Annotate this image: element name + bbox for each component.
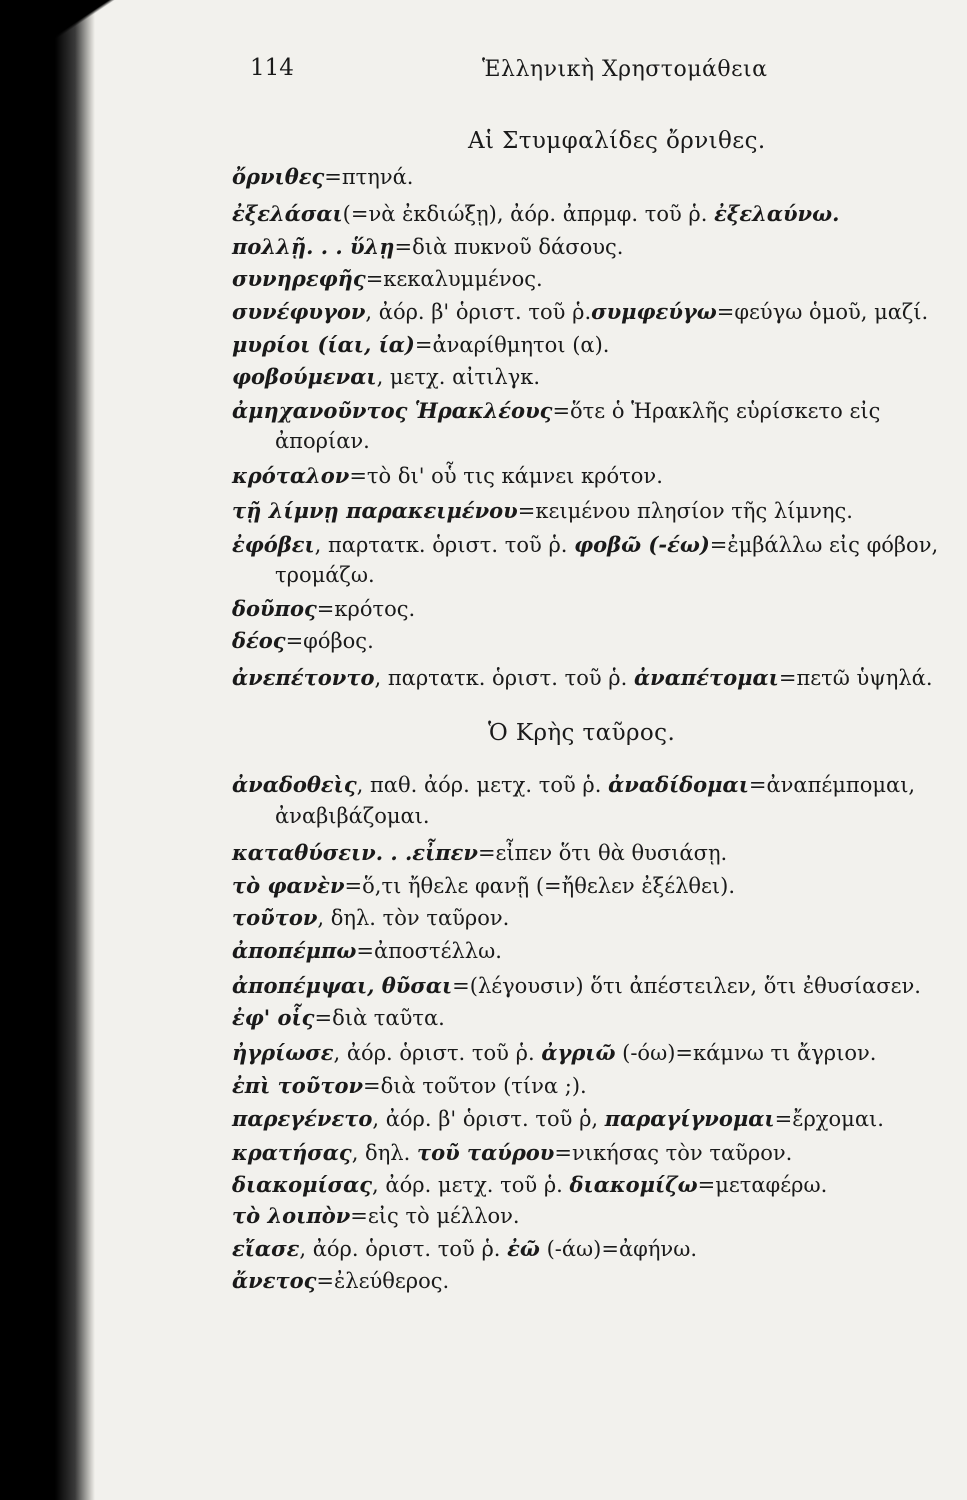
gloss-line: [232, 772, 967, 798]
section-title-cretan-bull: Ὁ Κρὴς ταῦρος.: [488, 720, 676, 746]
gloss-definition: , παθ. ἀόρ. μετχ. τοῦ ῥ.: [356, 773, 609, 797]
gloss-definition: =φόβος.: [285, 629, 374, 653]
gloss-line: [232, 628, 967, 654]
gloss-line: [232, 398, 967, 424]
gloss-term: ἐξελάσαι: [232, 201, 343, 226]
page-number: 114: [250, 55, 294, 81]
gloss-term: εἴασε: [232, 1236, 300, 1261]
gloss-definition: =διὰ πυκνοῦ δάσους.: [394, 235, 624, 259]
gloss-term: ἐφόβει: [232, 532, 315, 557]
gloss-line: [232, 164, 967, 190]
gloss-definition: =κεκαλυμμένος.: [365, 267, 543, 291]
gloss-continuation: τρομάζω.: [275, 563, 375, 587]
gloss-term: ἀποπέμψαι, θῦσαι: [232, 973, 453, 998]
gloss-definition: =πτηνά.: [324, 165, 414, 189]
gloss-line: [232, 1106, 967, 1132]
gloss-line: [232, 1073, 967, 1099]
scan-page-edge: [0, 0, 95, 1500]
gloss-term: δοῦπος: [232, 596, 317, 621]
gloss-definition: , δηλ. τὸν ταῦρον.: [317, 906, 510, 930]
gloss-line: [232, 299, 967, 325]
gloss-line: [232, 596, 967, 622]
gloss-line: [232, 201, 967, 227]
gloss-definition-secondary: (-όω)=κάμνω τι ἄγριον.: [615, 1041, 877, 1065]
gloss-term: τὸ λοιπὸν: [232, 1203, 351, 1228]
gloss-line: [232, 973, 967, 999]
gloss-term: ἀποπέμπω: [232, 938, 357, 963]
gloss-definition: =διὰ τοῦτον (τίνα ;).: [363, 1074, 587, 1098]
gloss-definition: =τὸ δι' οὗ τις κάμνει κρότον.: [349, 464, 663, 488]
gloss-definition: =εἰς τὸ μέλλον.: [350, 1204, 520, 1228]
gloss-definition: , ἀόρ. μετχ. τοῦ ῥ.: [372, 1173, 570, 1197]
gloss-definition: , μετχ. αἰτιλγκ.: [376, 365, 541, 389]
scan-corner-shadow: [55, 0, 115, 40]
gloss-term-secondary: τοῦ ταύρου: [416, 1140, 555, 1165]
gloss-term: ὄρνιθες: [232, 164, 325, 189]
gloss-definition-secondary: =ἔρχομαι.: [774, 1107, 884, 1131]
gloss-term-secondary: παραγίγνομαι: [604, 1106, 775, 1131]
running-title: Ἑλληνικὴ Χρηστομάθεια: [482, 57, 768, 82]
gloss-line: [232, 1268, 967, 1294]
gloss-definition-secondary: =φεύγω ὁμοῦ, μαζί.: [716, 300, 929, 324]
gloss-line: [232, 364, 967, 390]
gloss-term: παρεγένετο: [232, 1106, 373, 1131]
gloss-line: [232, 532, 967, 558]
gloss-definition: (=νὰ ἐκδιώξῃ), ἀόρ. ἀπρμφ. τοῦ ῥ.: [342, 202, 715, 226]
gloss-line: [232, 873, 967, 899]
gloss-term: καταθύσειν. . .εἶπεν: [232, 840, 478, 865]
gloss-definition: =ἐλεύθερος.: [316, 1269, 450, 1293]
gloss-continuation: ἀναβιβάζομαι.: [275, 804, 430, 828]
gloss-term: ἠγρίωσε: [232, 1040, 334, 1065]
gloss-term: ἀναδοθεὶς: [232, 772, 357, 797]
gloss-line: [232, 905, 967, 931]
gloss-line: [232, 1203, 967, 1229]
gloss-line: [232, 266, 967, 292]
gloss-term-secondary: ἀγριῶ: [541, 1040, 616, 1065]
gloss-term-secondary: ἐῶ: [507, 1236, 540, 1261]
gloss-definition-secondary: =μεταφέρω.: [697, 1173, 828, 1197]
gloss-definition-secondary: =νικήσας τὸν ταῦρον.: [554, 1141, 793, 1165]
gloss-line: [232, 1172, 967, 1198]
gloss-term: συνηρεφῆς: [232, 266, 366, 291]
gloss-term-secondary: διακομίζω: [569, 1172, 698, 1197]
section-title-stymphalides: Αἱ Στυμφαλίδες ὄρνιθες.: [468, 128, 766, 154]
gloss-line: [232, 1236, 967, 1262]
gloss-definition: =διὰ ταῦτα.: [314, 1006, 445, 1030]
gloss-line: [232, 1005, 967, 1031]
gloss-definition: , ἀόρ. ὁριστ. τοῦ ῥ.: [299, 1237, 508, 1261]
gloss-line: [232, 840, 967, 866]
gloss-term: ἄνετος: [232, 1268, 317, 1293]
gloss-definition-secondary: =ἐμβάλλω εἰς φόβον,: [709, 533, 939, 557]
gloss-continuation: ἀπορίαν.: [275, 429, 370, 453]
gloss-term: ἐφ' οἷς: [232, 1005, 315, 1030]
gloss-definition: =ὅ,τι ἤθελε φανῇ (=ἤθελεν ἐξέλθει).: [344, 874, 736, 898]
gloss-term-secondary: ἐξελαύνω.: [714, 201, 840, 226]
gloss-definition: =ἀποστέλλω.: [356, 939, 502, 963]
gloss-term: ἐπὶ τοῦτον: [232, 1073, 364, 1098]
gloss-definition: =(λέγουσιν) ὅτι ἀπέστειλεν, ὅτι ἐθυσίασεν.: [452, 974, 921, 998]
gloss-line: [232, 1140, 967, 1166]
gloss-term: κρατήσας: [232, 1140, 352, 1165]
gloss-definition-secondary: =ἀναπέμπομαι,: [748, 773, 916, 797]
gloss-term: ἀνεπέτοντο: [232, 665, 375, 690]
gloss-definition: =ἀναρίθμητοι (α).: [414, 333, 610, 357]
gloss-term: πολλῇ. . . ὕλῃ: [232, 234, 395, 259]
gloss-definition-secondary: =πετῶ ὑψηλά.: [778, 666, 933, 690]
page-header: [250, 55, 770, 95]
gloss-term: κρόταλον: [232, 463, 350, 488]
gloss-term: συνέφυγον: [232, 299, 366, 324]
gloss-definition: =κρότος.: [316, 597, 416, 621]
gloss-term: φοβούμεναι: [232, 364, 377, 389]
gloss-line: [232, 332, 967, 358]
gloss-term-secondary: συμφεύγω: [591, 299, 717, 324]
gloss-term: τοῦτον: [232, 905, 318, 930]
gloss-line: [232, 463, 967, 489]
gloss-term: ἀμηχανοῦντος Ἡρακλέους: [232, 398, 553, 423]
gloss-term-secondary: ἀναπέτομαι: [633, 665, 779, 690]
gloss-line: [232, 234, 967, 260]
gloss-definition: , παρτατκ. ὁριστ. τοῦ ῥ.: [314, 533, 575, 557]
gloss-line: [232, 1040, 967, 1066]
gloss-definition: , ἀόρ. β' ὁριστ. τοῦ ῥ.: [365, 300, 592, 324]
gloss-definition: , δηλ.: [351, 1141, 417, 1165]
gloss-definition: =εἶπεν ὅτι θὰ θυσιάσῃ.: [477, 841, 728, 865]
gloss-term: τῇ λίμνῃ παρακειμένου: [232, 498, 518, 523]
gloss-definition: , ἀόρ. β' ὁριστ. τοῦ ῥ,: [372, 1107, 605, 1131]
gloss-definition-secondary: (-άω)=ἀφήνω.: [539, 1237, 697, 1261]
gloss-term: δέος: [232, 628, 286, 653]
gloss-term: μυρίοι (ίαι, ία): [232, 332, 415, 357]
gloss-term-secondary: φοβῶ (-έω): [574, 532, 710, 557]
gloss-line: [232, 498, 967, 524]
gloss-term: διακομίσας: [232, 1172, 373, 1197]
gloss-definition: , παρτατκ. ὁριστ. τοῦ ῥ.: [374, 666, 634, 690]
gloss-definition: =κειμένου πλησίον τῆς λίμνης.: [517, 499, 853, 523]
gloss-term: τὸ φανὲν: [232, 873, 345, 898]
gloss-term-secondary: ἀναδίδομαι: [608, 772, 749, 797]
gloss-line: [232, 665, 967, 691]
gloss-definition: , ἀόρ. ὁριστ. τοῦ ῥ.: [333, 1041, 542, 1065]
gloss-line: [232, 938, 967, 964]
gloss-definition: =ὅτε ὁ Ἡρακλῆς εὑρίσκετο εἰς: [552, 399, 881, 423]
